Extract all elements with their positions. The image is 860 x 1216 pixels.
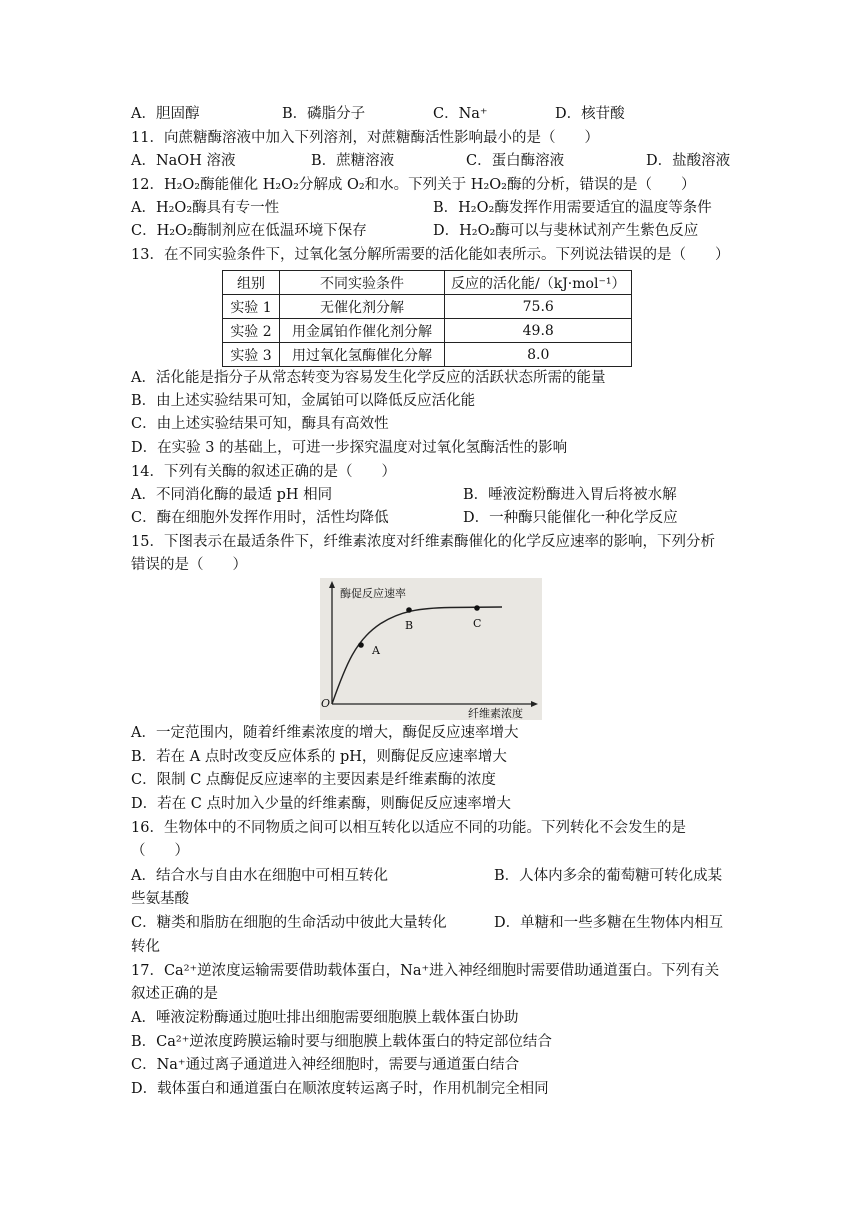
point-c-marker: [474, 605, 480, 611]
q17-stem-line2: 叙述正确的是: [131, 986, 218, 1002]
q12-option-b: B．H₂O₂酶发挥作用需要适宜的温度等条件: [433, 200, 712, 216]
q14-option-b: B．唾液淀粉酶进入胃后将被水解: [463, 487, 677, 503]
table-cell: 用金属铂作催化剂分解: [280, 319, 445, 343]
point-a-label: A: [372, 644, 380, 657]
q16-stem-line2: （ ）: [131, 843, 189, 859]
table-header-cell: 反应的活化能/（kJ·mol⁻¹）: [445, 271, 632, 295]
q15-stem-line2: 错误的是（ ）: [131, 557, 247, 573]
q12-option-c: C．H₂O₂酶制剂应在低温环境下保存: [131, 223, 367, 239]
activation-energy-table: [222, 270, 632, 367]
q12-stem: 12．H₂O₂酶能催化 H₂O₂分解成 O₂和水。下列关于 H₂O₂酶的分析，错误的是（ ）: [131, 177, 696, 193]
q12-option-d: D．H₂O₂酶可以与斐林试剂产生紫色反应: [433, 223, 699, 239]
q11-option-b: B．蔗糖溶液: [311, 153, 395, 169]
x-axis-arrow: [531, 701, 538, 707]
q13-option-b: B．由上述实验结果可知，金属铂可以降低反应活化能: [131, 393, 476, 409]
point-c-label: C: [473, 617, 482, 630]
y-axis-label: 酶促反应速率: [340, 587, 406, 600]
q14-option-c: C．酶在细胞外发挥作用时，活性均降低: [131, 510, 389, 526]
q16-option-b-line2: 些氨基酸: [131, 891, 189, 907]
q16-option-c: C．糖类和脂肪在细胞的生命活动中彼此大量转化: [131, 915, 447, 931]
q16-option-d-line1: D．单糖和一些多糖在生物体内相互: [494, 915, 724, 931]
q10-option-c: C．Na⁺: [433, 106, 488, 122]
table-header-cell: 组别: [223, 271, 280, 295]
q15-stem-line1: 15．下图表示在最适条件下，纤维素浓度对纤维素酶催化的化学反应速率的影响，下列分析: [131, 534, 715, 550]
table-header-row: [223, 271, 632, 295]
q15-option-a: A．一定范围内，随着纤维素浓度的增大，酶促反应速率增大: [131, 725, 519, 741]
q11-option-c: C．蛋白酶溶液: [466, 153, 565, 169]
q10-option-d: D．核苷酸: [555, 106, 625, 122]
q13-option-c: C．由上述实验结果可知，酶具有高效性: [131, 416, 389, 432]
q17-option-c: C．Na⁺通过离子通道进入神经细胞时，需要与通道蛋白结合: [131, 1057, 520, 1073]
q14-stem: 14．下列有关酶的叙述正确的是（ ）: [131, 464, 396, 480]
table-cell: 实验 2: [223, 319, 280, 343]
enzyme-rate-graph: [320, 578, 542, 720]
y-axis-arrow: [329, 581, 335, 588]
origin-label: O: [321, 697, 331, 710]
q15-option-c: C．限制 C 点酶促反应速率的主要因素是纤维素酶的浓度: [131, 772, 496, 788]
q13-option-d: D．在实验 3 的基础上，可进一步探究温度对过氧化氢酶活性的影响: [131, 440, 568, 456]
table-row: [223, 295, 632, 319]
q10-option-b: B．磷脂分子: [282, 106, 366, 122]
table-cell: 8.0: [445, 343, 632, 367]
q15-option-b: B．若在 A 点时改变反应体系的 pH，则酶促反应速率增大: [131, 749, 507, 765]
table-cell: 49.8: [445, 319, 632, 343]
q11-option-d: D．盐酸溶液: [646, 153, 731, 169]
table-cell: 实验 3: [223, 343, 280, 367]
table-cell: 75.6: [445, 295, 632, 319]
q14-option-a: A．不同消化酶的最适 pH 相同: [131, 487, 333, 503]
q17-stem-line1: 17．Ca²⁺逆浓度运输需要借助载体蛋白，Na⁺进入神经细胞时需要借助通道蛋白。下列有关: [131, 963, 720, 979]
q13-option-a: A．活化能是指分子从常态转变为容易发生化学反应的活跃状态所需的能量: [131, 370, 606, 386]
q13-stem: 13．在不同实验条件下，过氧化氢分解所需要的活化能如表所示。下列说法错误的是（ ）: [131, 247, 730, 263]
q10-option-a: A．胆固醇: [131, 106, 200, 122]
q15-option-d: D．若在 C 点时加入少量的纤维素酶，则酶促反应速率增大: [131, 796, 511, 812]
table-header-cell: 不同实验条件: [280, 271, 445, 295]
q17-option-a: A．唾液淀粉酶通过胞吐排出细胞需要细胞膜上载体蛋白协助: [131, 1010, 519, 1026]
q11-stem: 11．向蔗糖酶溶液中加入下列溶剂，对蔗糖酶活性影响最小的是（ ）: [131, 130, 599, 146]
q12-option-a: A．H₂O₂酶具有专一性: [131, 200, 280, 216]
table-cell: 无催化剂分解: [280, 295, 445, 319]
q11-option-a: A．NaOH 溶液: [131, 153, 236, 169]
point-a-marker: [358, 642, 364, 648]
point-b-label: B: [405, 619, 414, 632]
table-cell: 用过氧化氢酶催化分解: [280, 343, 445, 367]
q16-option-b-line1: B．人体内多余的葡萄糖可转化成某: [494, 868, 723, 884]
table-row: [223, 319, 632, 343]
q16-option-d-line2: 转化: [131, 939, 160, 955]
q16-stem-line1: 16．生物体中的不同物质之间可以相互转化以适应不同的功能。下列转化不会发生的是: [131, 820, 686, 836]
point-b-marker: [406, 607, 412, 613]
q17-option-d: D．载体蛋白和通道蛋白在顺浓度转运离子时，作用机制完全相同: [131, 1081, 549, 1097]
q17-option-b: B．Ca²⁺逆浓度跨膜运输时要与细胞膜上载体蛋白的特定部位结合: [131, 1034, 552, 1050]
graph-svg: [320, 578, 542, 720]
q16-option-a: A．结合水与自由水在细胞中可相互转化: [131, 868, 388, 884]
q14-option-d: D．一种酶只能催化一种化学反应: [463, 510, 678, 526]
x-axis-label: 纤维素浓度: [468, 707, 523, 720]
table-row: [223, 343, 632, 367]
table-cell: 实验 1: [223, 295, 280, 319]
